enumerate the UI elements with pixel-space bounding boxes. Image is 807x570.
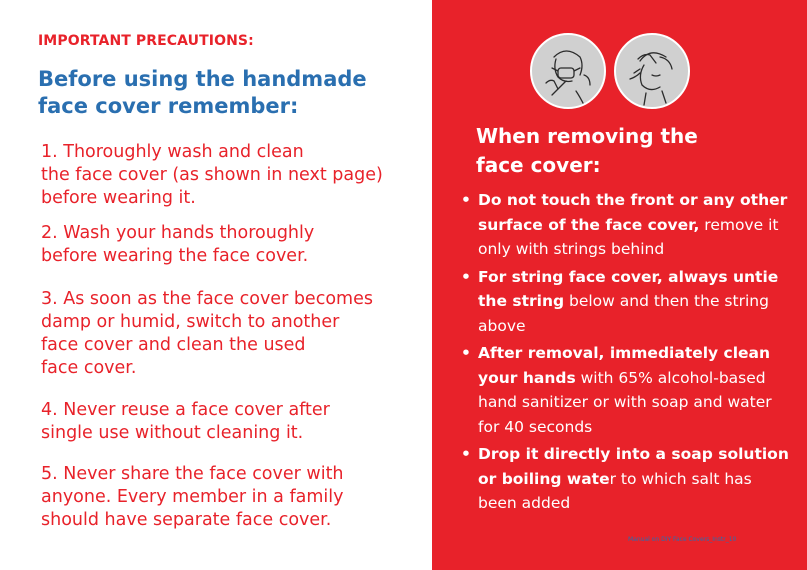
- person-removing-mask-icon-art: [616, 35, 688, 107]
- step-1-line-1: 1. Thoroughly wash and clean: [41, 142, 304, 162]
- step-3-line-4: face cover.: [41, 358, 137, 378]
- step-1-line-2: the face cover (as shown in next page): [41, 165, 383, 185]
- bullet-2-bold: For string face cover, always untie the string: [478, 267, 779, 310]
- bullet-2-plain: below and then the string above: [478, 292, 769, 335]
- bullet-item: [458, 341, 794, 439]
- step-1: [41, 141, 426, 210]
- bullet-3-bold: After removal, immediately clean your hands: [478, 344, 771, 387]
- step-4: [41, 399, 426, 445]
- page-title: [38, 66, 418, 120]
- step-5: [41, 463, 426, 532]
- removal-heading: [476, 122, 698, 180]
- step-2-line-2: before wearing the face cover.: [41, 246, 309, 266]
- step-3-line-2: damp or humid, switch to another: [41, 312, 340, 332]
- headline-line-2: face cover remember:: [38, 94, 299, 118]
- bullet-4-plain: r to which salt has been added: [478, 469, 752, 512]
- bullet-1-plain: remove it only with strings behind: [478, 215, 779, 258]
- step-2-line-1: 2. Wash your hands thoroughly: [41, 223, 315, 243]
- step-2: [41, 222, 426, 268]
- bullet-item: [458, 188, 794, 262]
- step-3-line-1: 3. As soon as the face cover becomes: [41, 289, 373, 309]
- removal-heading-line-2: face cover:: [476, 153, 601, 177]
- removal-bullet-list: [458, 188, 794, 519]
- step-3: [41, 288, 426, 380]
- step-5-line-3: should have separate face cover.: [41, 510, 332, 530]
- precautions-kicker: IMPORTANT PRECAUTIONS:: [38, 33, 254, 49]
- bullet-4-bold: Drop it directly into a soap solution or boiling wate: [478, 445, 789, 488]
- step-3-line-3: face cover and clean the used: [41, 335, 306, 355]
- bullet-3-plain: with 65% alcohol-based hand sanitizer or with soap and water for 40 seconds: [478, 368, 772, 436]
- step-4-line-1: 4. Never reuse a face cover after: [41, 400, 330, 420]
- step-5-line-1: 5. Never share the face cover with: [41, 464, 344, 484]
- bullet-item: [458, 265, 794, 339]
- person-wearing-mask-icon-art: [532, 35, 604, 107]
- step-5-line-2: anyone. Every member in a family: [41, 487, 344, 507]
- step-4-line-2: single use without cleaning it.: [41, 423, 304, 443]
- footer-reference: Manual on DIY Face Covers_Instr_10: [628, 536, 737, 543]
- bullet-item: [458, 442, 794, 516]
- bullet-1-bold: Do not touch the front or any other surface of the face cover,: [478, 191, 788, 234]
- headline-line-1: Before using the handmade: [38, 67, 367, 91]
- step-1-line-3: before wearing it.: [41, 188, 196, 208]
- removal-heading-line-1: When removing the: [476, 124, 698, 148]
- person-wearing-mask-icon: [530, 33, 606, 109]
- person-removing-mask-icon: [614, 33, 690, 109]
